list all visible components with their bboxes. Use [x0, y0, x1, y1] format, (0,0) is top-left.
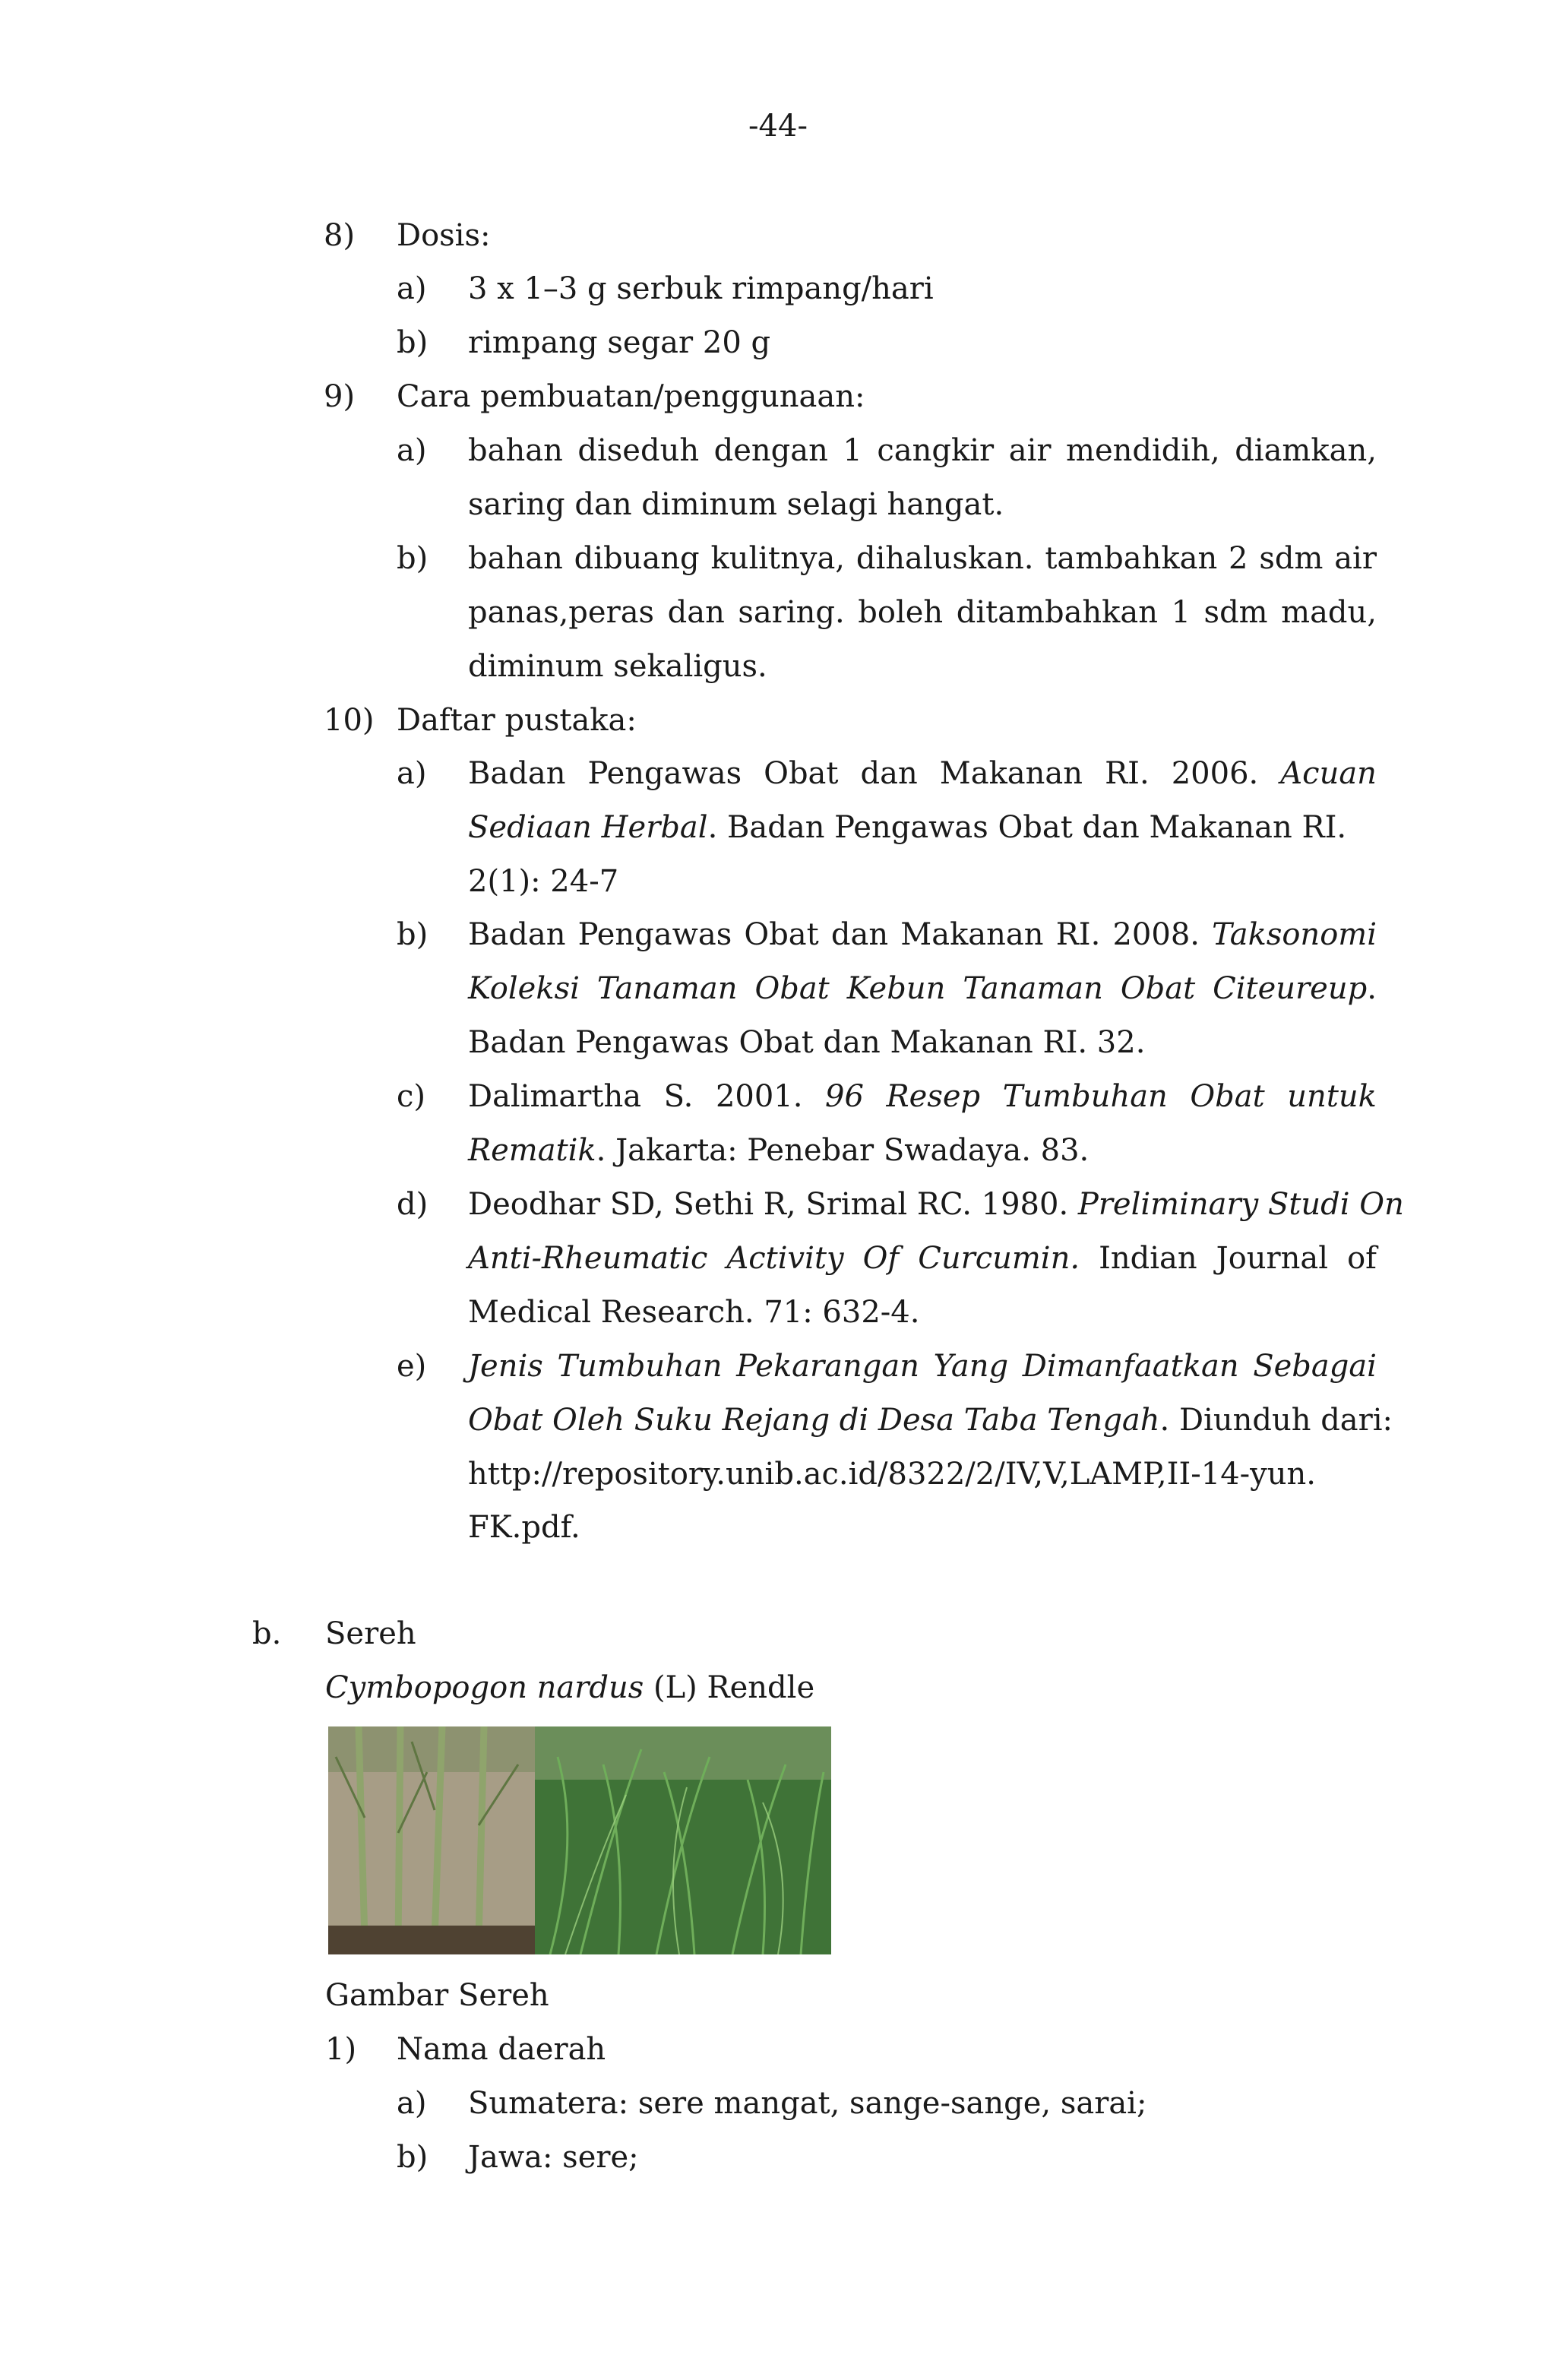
reference-b-line1: Badan Pengawas Obat dan Makanan RI. 2008. Taksonomi: [468, 917, 1377, 952]
item-number: 1): [325, 2032, 357, 2067]
nama-daerah-item: Sumatera: sere mangat, sange-sange, sarai;: [468, 2086, 1147, 2121]
reference-e-url-end[interactable]: FK.pdf.: [468, 1510, 580, 1545]
sub-marker: e): [397, 1349, 427, 1384]
page-number: -44-: [748, 109, 808, 144]
section-heading-pustaka: Daftar pustaka:: [397, 703, 637, 738]
reference-d-line3: Medical Research. 71: 632-4.: [468, 1295, 920, 1330]
reference-d-line1: Deodhar SD, Sethi R, Srimal RC. 1980. Preliminary Studi On: [468, 1187, 1404, 1222]
section-title-sereh: Sereh: [325, 1616, 416, 1651]
sub-marker: a): [397, 271, 427, 306]
sub-marker: a): [397, 756, 427, 791]
reference-b-line2: Koleksi Tanaman Obat Kebun Tanaman Obat Citeureup.: [468, 971, 1377, 1006]
lemongrass-stalks-image: [328, 1726, 535, 1954]
section-heading-dosis: Dosis:: [397, 218, 491, 253]
sub-marker: b): [397, 917, 429, 952]
item-number: 9): [324, 379, 356, 414]
reference-e-line1: Jenis Tumbuhan Pekarangan Yang Dimanfaatkan Sebagai: [468, 1349, 1377, 1384]
cara-a-line1: bahan diseduh dengan 1 cangkir air mendidih, diamkan,: [468, 433, 1377, 468]
reference-e-url[interactable]: http://repository.unib.ac.id/8322/2/IV,V,LAMP,II-14-yun.: [468, 1457, 1317, 1492]
sub-marker: b): [397, 541, 429, 576]
sub-marker: b): [397, 325, 429, 360]
reference-e-line2: Obat Oleh Suku Rejang di Desa Taba Tengah. Diunduh dari:: [468, 1403, 1393, 1438]
dosis-item: 3 x 1–3 g serbuk rimpang/hari: [468, 271, 934, 306]
section-marker: b.: [252, 1616, 282, 1651]
image-caption: Gambar Sereh: [325, 1978, 549, 2013]
reference-c-line2: Rematik. Jakarta: Penebar Swadaya. 83.: [468, 1133, 1090, 1168]
reference-b-line3: Badan Pengawas Obat dan Makanan RI. 32.: [468, 1025, 1146, 1060]
cara-b-line2: panas,peras dan saring. boleh ditambahkan 1 sdm madu,: [468, 595, 1377, 630]
reference-d-line2: Anti-Rheumatic Activity Of Curcumin. Indian Journal of: [468, 1241, 1377, 1276]
lemongrass-clump-image: [535, 1726, 831, 1954]
cara-b-line1: bahan dibuang kulitnya, dihaluskan. tambahkan 2 sdm air: [468, 541, 1377, 576]
item-number: 10): [324, 703, 375, 738]
sub-marker: d): [397, 1187, 429, 1222]
reference-a-line2: Sediaan Herbal. Badan Pengawas Obat dan Makanan RI.: [468, 810, 1347, 845]
latin-name: Cymbopogon nardus (L) Rendle: [325, 1670, 815, 1705]
cara-b-line3: diminum sekaligus.: [468, 649, 767, 684]
nama-daerah-item: Jawa: sere;: [468, 2140, 639, 2175]
reference-c-line1: Dalimartha S. 2001. 96 Resep Tumbuhan Obat untuk: [468, 1079, 1377, 1114]
reference-a-line1: Badan Pengawas Obat dan Makanan RI. 2006. Acuan: [468, 756, 1377, 791]
item-number: 8): [324, 218, 356, 253]
sub-marker: a): [397, 2086, 427, 2121]
sub-marker: a): [397, 433, 427, 468]
reference-a-line3: 2(1): 24-7: [468, 864, 619, 899]
section-heading-nama-daerah: Nama daerah: [397, 2032, 606, 2067]
dosis-item: rimpang segar 20 g: [468, 325, 771, 360]
section-heading-cara: Cara pembuatan/penggunaan:: [397, 379, 865, 414]
sereh-photo: [328, 1726, 831, 1954]
sub-marker: b): [397, 2140, 429, 2175]
sub-marker: c): [397, 1079, 426, 1114]
cara-a-line2: saring dan diminum selagi hangat.: [468, 487, 1004, 522]
